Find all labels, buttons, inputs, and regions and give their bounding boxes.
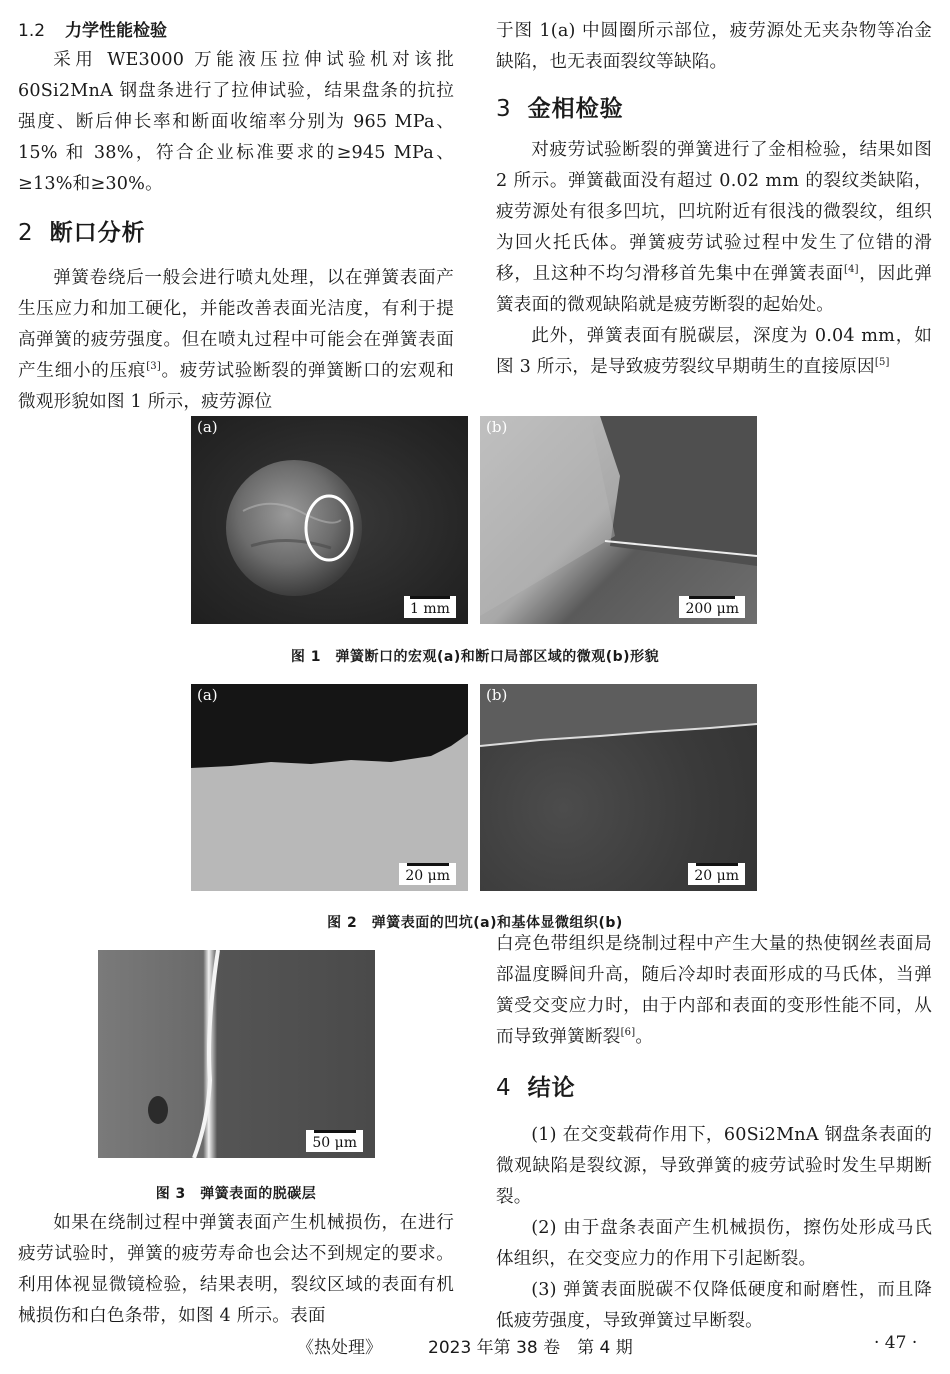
panel-label: (b) bbox=[486, 418, 508, 436]
section-heading-1-2: 1.2 力学性能检验 bbox=[18, 21, 168, 41]
reference-5: [5] bbox=[874, 357, 890, 369]
matrix-texture-graphic bbox=[480, 684, 757, 891]
decarburization-band-graphic bbox=[98, 950, 375, 1158]
paragraph-fatigue-source: 于图 1(a) 中圆圈所示部位，疲劳源处无夹杂物等冶金缺陷，也无表面裂纹等缺陷。 bbox=[496, 21, 932, 72]
reference-3: [3] bbox=[146, 361, 161, 373]
scale-bar: 1 mm bbox=[404, 596, 456, 618]
left-column-bottom bbox=[18, 1208, 454, 1332]
section-heading-3: 3 金相检验 bbox=[496, 96, 624, 122]
panel-label: (b) bbox=[486, 686, 508, 704]
pit-boundary-graphic bbox=[191, 684, 468, 891]
figure-1-caption: 图 1 弹簧断口的宏观(a)和断口局部区域的微观(b)形貌 bbox=[290, 649, 660, 665]
panel-label: (a) bbox=[197, 418, 218, 436]
reference-4: [4] bbox=[843, 264, 859, 276]
figure-3-caption: 图 3 弹簧表面的脱碳层 bbox=[155, 1186, 317, 1202]
scale-bar: 20 μm bbox=[399, 863, 456, 885]
panel-label: (a) bbox=[197, 686, 218, 704]
paragraph-white-band: 白亮色带组织是绕制过程中产生大量的热使钢丝表面局部温度瞬间升高，随后冷却时表面形成的马氏体，当弹簧受交变应力时，由于内部和表面的变形性能不同，从而导致弹簧断裂[6]。 bbox=[496, 934, 932, 1047]
right-column-top bbox=[496, 16, 932, 383]
right-column-bottom bbox=[496, 929, 932, 1337]
figure-1b-micro-image bbox=[480, 416, 757, 624]
figure-2b-matrix-image bbox=[480, 684, 757, 891]
paragraph-fracture-analysis: 弹簧卷绕后一般会进行喷丸处理，以在弹簧表面产生压应力和加工硬化，并能改善表面光洁度，有利于提高弹簧的疲劳强度。但在喷丸过程中可能会在弹簧表面产生细小的压痕[3]。疲劳试验断裂的弹簧断口的宏观和微观形貌如图 1 所示，疲劳源位 bbox=[18, 268, 454, 412]
journal-issue: 2023 年第 38 卷 第 4 期 bbox=[428, 1338, 633, 1358]
section-heading-2: 2 断口分析 bbox=[18, 220, 146, 246]
page-number: · 47 · bbox=[874, 1333, 918, 1353]
section-heading-4: 4 结论 bbox=[496, 1075, 576, 1101]
figure-3-decarburized-layer-image bbox=[98, 950, 375, 1158]
conclusion-item-1: (1) 在交变载荷作用下，60Si2MnA 钢盘条表面的微观缺陷是裂纹源，导致弹簧的疲劳试验时发生早期断裂。 bbox=[496, 1125, 932, 1207]
conclusion-item-3: (3) 弹簧表面脱碳不仅降低硬度和耐磨性，而且降低疲劳强度，导致弹簧过早断裂。 bbox=[496, 1280, 932, 1331]
fracture-surface-graphic bbox=[191, 416, 468, 624]
figure-1a-macro-image bbox=[191, 416, 468, 624]
scale-bar: 20 μm bbox=[688, 863, 745, 885]
paragraph-tensile-test: 采用 WE3000 万能液压拉伸试验机对该批 60Si2MnA 钢盘条进行了拉伸试验，结果盘条的抗拉强度、断后伸长率和断面收缩率分别为 965 MPa、15% 和 38%，符合企业标准要求的≥945 MPa、≥13%和≥30%。 bbox=[18, 50, 454, 194]
scale-bar: 200 μm bbox=[679, 596, 745, 618]
conclusion-item-2: (2) 由于盘条表面产生机械损伤，擦伤处形成马氏体组织，在交变应力的作用下引起断裂。 bbox=[496, 1218, 932, 1269]
sem-texture-graphic bbox=[480, 416, 757, 624]
paragraph-metallography: 对疲劳试验断裂的弹簧进行了金相检验，结果如图 2 所示。弹簧截面没有超过 0.02 mm 的裂纹类缺陷，疲劳源处有很多凹坑，凹坑附近有很浅的微裂纹，组织为回火托氏体。弹簧疲劳试验过程中发生了位错的滑移，且这种不均匀滑移首先集中在弹簧表面[4]，因此弹簧表面的微观缺陷就是疲劳断裂的起始处。 bbox=[496, 140, 932, 315]
paragraph-decarburization: 此外，弹簧表面有脱碳层，深度为 0.04 mm，如图 3 所示，是导致疲劳裂纹早期萌生的直接原因[5] bbox=[496, 326, 932, 377]
figure-2a-pit-image bbox=[191, 684, 468, 891]
paragraph-mechanical-damage: 如果在绕制过程中弹簧表面产生机械损伤，在进行疲劳试验时，弹簧的疲劳寿命也会达不到规定的要求。利用体视显微镜检验，结果表明，裂纹区域的表面有机械损伤和白色条带，如图 4 所示。表面 bbox=[18, 1213, 454, 1326]
scale-bar: 50 μm bbox=[306, 1130, 363, 1152]
figure-2-caption: 图 2 弹簧表面的凹坑(a)和基体显微组织(b) bbox=[327, 915, 623, 931]
reference-6: [6] bbox=[620, 1027, 636, 1039]
left-column-top bbox=[18, 16, 454, 418]
journal-name: 《热处理》 bbox=[297, 1338, 382, 1358]
